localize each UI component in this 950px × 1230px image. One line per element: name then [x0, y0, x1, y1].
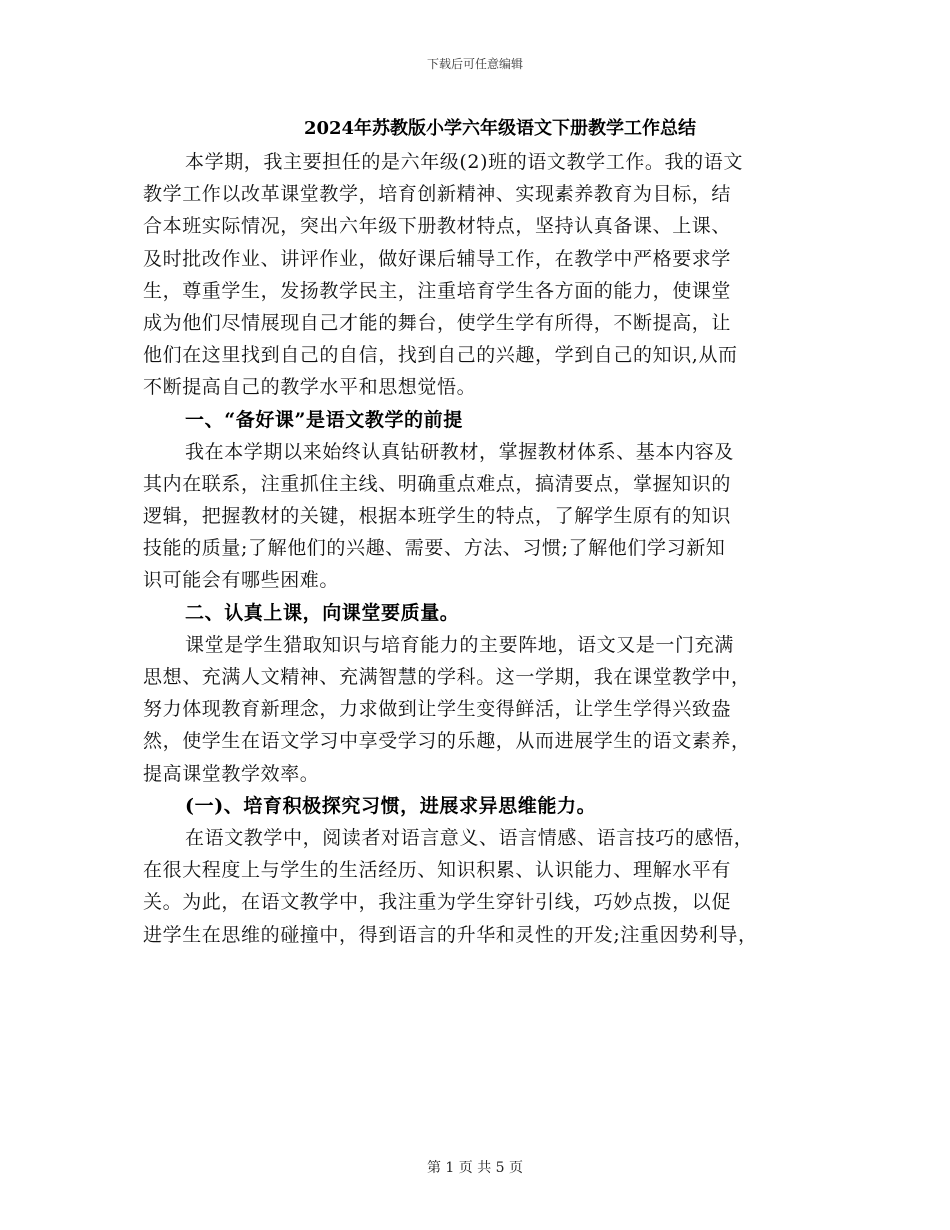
header-note: 下载后可任意编辑: [426, 57, 523, 71]
body-line: 思想、充满人文精神、充满智慧的学科。这一学期，我在课堂教学中，: [143, 666, 751, 688]
body-line: 然，使学生在语文学习中享受学习的乐趣，从而进展学生的语文素养，: [143, 730, 751, 753]
body-line: 进学生在思维的碰撞中，得到语言的升华和灵性的开发;注重因势利导，: [143, 923, 758, 946]
body-line: 其内在联系，注重抓住主线、明确重点难点，搞清要点，掌握知识的: [143, 472, 732, 495]
body-line: 合本班实际情况，突出六年级下册教材特点，坚持认真备课、上课、: [143, 215, 732, 238]
document-title: 2024年苏教版小学六年级语文下册教学工作总结: [303, 118, 697, 139]
body-line: 成为他们尽情展现自己才能的舞台，使学生学有所得，不断提高，让: [143, 311, 732, 334]
page-number: 第 1 页 共 5 页: [426, 1160, 524, 1176]
section-heading: 一、“备好课”是语文教学的前提: [185, 408, 463, 431]
body-line: 不断提高自己的教学水平和思想觉悟。: [143, 376, 477, 399]
body-line: 在语文教学中，阅读者对语言意义、语言情感、语言技巧的感悟，: [185, 826, 754, 849]
body-line: 本学期，我主要担任的是六年级(2)班的语文教学工作。我的语文: [185, 151, 743, 173]
body-line: 关。为此，在语文教学中，我注重为学生穿针引线，巧妙点拨，以促: [143, 891, 732, 914]
body-line: 我在本学期以来始终认真钻研教材，掌握教材体系、基本内容及: [185, 440, 734, 463]
body-line: 他们在这里找到自己的自信，找到自己的兴趣，学到自己的知识,从而: [143, 344, 738, 367]
body-line: 在很大程度上与学生的生活经历、知识积累、认识能力、理解水平有: [143, 859, 732, 882]
body-line: 及时批改作业、讲评作业，做好课后辅导工作，在教学中严格要求学: [143, 247, 732, 270]
section-heading: 二、认真上课，向课堂要质量。: [185, 601, 460, 624]
body-line: 逻辑，把握教材的关键，根据本班学生的特点，了解学生原有的知识: [143, 505, 732, 528]
body-line: 识可能会有哪些困难。: [143, 569, 340, 592]
body-line: 教学工作以改革课堂教学，培育创新精神、实现素养教育为目标，结: [143, 183, 732, 206]
body-line: 努力体现教育新理念，力求做到让学生变得鲜活，让学生学得兴致盎: [143, 698, 732, 721]
body-line: 课堂是学生猎取知识与培育能力的主要阵地，语文又是一门充满: [185, 633, 734, 656]
subsection-heading: (一)、培育积极探究习惯，进展求异思维能力。: [185, 794, 597, 817]
body-line: 提高课堂教学效率。: [143, 762, 320, 785]
body-line: 技能的质量;了解他们的兴趣、需要、方法、习惯;了解他们学习新知: [143, 537, 726, 560]
body-line: 生，尊重学生，发扬教学民主，注重培育学生各方面的能力，使课堂: [143, 279, 732, 302]
document-body: [143, 146, 808, 951]
